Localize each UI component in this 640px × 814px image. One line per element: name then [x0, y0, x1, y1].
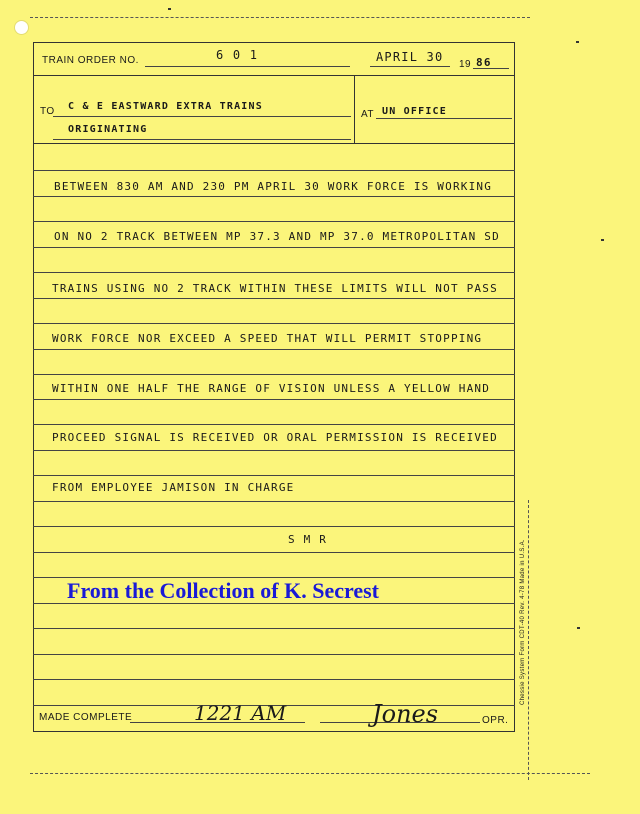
speck	[601, 239, 604, 241]
to-rule-1	[53, 116, 351, 117]
form-rule	[33, 247, 515, 248]
cut-line-bottom	[30, 773, 590, 774]
form-rule	[33, 628, 515, 629]
form-rule	[33, 526, 515, 527]
punch-hole	[14, 20, 29, 35]
address-divider	[354, 76, 355, 143]
order-number-rule	[145, 66, 350, 67]
addressee-line-1: C & E EASTWARD EXTRA TRAINS	[68, 101, 263, 112]
order-line: WITHIN ONE HALF THE RANGE OF VISION UNLESS A YELLOW HAND	[52, 382, 491, 395]
speck	[576, 41, 579, 43]
dispatcher-initials: S M R	[288, 533, 328, 546]
form-rule	[33, 475, 515, 476]
form-rule	[33, 501, 515, 502]
form-rule	[33, 552, 515, 553]
order-line: ON NO 2 TRACK BETWEEN MP 37.3 AND MP 37.0 METROPOLITAN SD	[54, 230, 500, 243]
year-prefix: 19	[459, 59, 472, 70]
date-rule	[370, 66, 450, 67]
form-number: Chessie System Form CDT-40 Rev. 4-78 Made in U.S.A.	[520, 539, 526, 705]
speck	[577, 627, 580, 629]
completion-time: 1221 AM	[194, 701, 287, 725]
year-rule	[473, 68, 509, 69]
form-rule	[33, 450, 515, 451]
operator-label: OPR.	[482, 715, 509, 726]
form-rule	[33, 654, 515, 655]
year-suffix: 86	[476, 56, 492, 69]
form-rule	[33, 221, 515, 222]
at-label: AT	[361, 109, 375, 120]
form-rule	[33, 323, 515, 324]
address-divider-bottom	[33, 143, 515, 144]
form-rule	[33, 424, 515, 425]
form-rule	[33, 399, 515, 400]
header-divider	[33, 75, 515, 76]
form-rule	[33, 349, 515, 350]
order-line: PROCEED SIGNAL IS RECEIVED OR ORAL PERMISSION IS RECEIVED	[52, 431, 498, 444]
form-rule	[33, 272, 515, 273]
to-label: TO	[40, 106, 55, 117]
cut-line-top	[30, 17, 530, 18]
order-date: APRIL 30	[376, 50, 444, 64]
form-rule	[33, 196, 515, 197]
station-office: UN OFFICE	[382, 106, 447, 117]
train-order-number: 6 0 1	[216, 48, 259, 62]
order-line: TRAINS USING NO 2 TRACK WITHIN THESE LIMITS WILL NOT PASS	[52, 282, 498, 295]
order-line: WORK FORCE NOR EXCEED A SPEED THAT WILL PERMIT STOPPING	[52, 332, 483, 345]
at-rule	[376, 118, 512, 119]
form-rule	[33, 298, 515, 299]
addressee-line-2: ORIGINATING	[68, 124, 148, 135]
operator-signature: Jones	[372, 700, 439, 728]
made-complete-label: MADE COMPLETE	[39, 712, 133, 723]
side-cut-line	[528, 500, 529, 780]
order-line: BETWEEN 830 AM AND 230 PM APRIL 30 WORK FORCE IS WORKING	[54, 180, 493, 193]
form-rule	[33, 170, 515, 171]
to-rule-2	[53, 139, 351, 140]
form-rule	[33, 679, 515, 680]
train-order-label: TRAIN ORDER NO.	[42, 55, 139, 66]
order-line: FROM EMPLOYEE JAMISON IN CHARGE	[52, 481, 295, 494]
speck	[168, 8, 171, 10]
collection-watermark: From the Collection of K. Secrest	[67, 578, 379, 603]
form-rule	[33, 374, 515, 375]
